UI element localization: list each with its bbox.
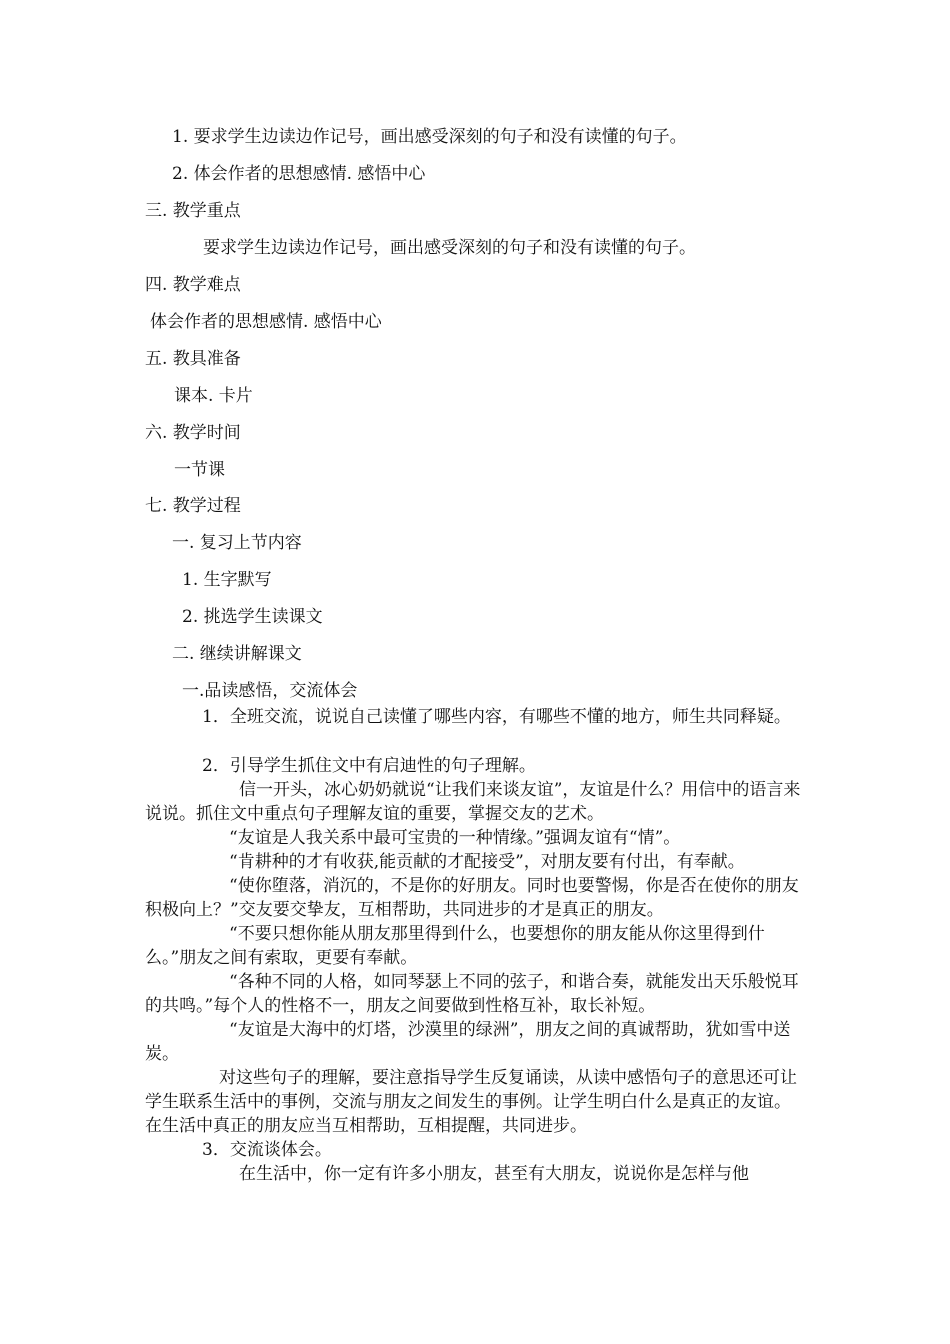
lecture-title: 二. 继续讲解课文 — [172, 644, 302, 664]
paragraph-5: “肯耕种的才有收获,能贡献的才配接受”，对朋友要有付出，有奉献。 — [229, 852, 745, 872]
difficulty-text: 体会作者的思想感情. 感悟中心 — [150, 312, 382, 332]
review-sub-1: 1. 生字默写 — [182, 570, 272, 590]
objective-item-1: 1. 要求学生边读边作记号，画出感受深刻的句子和没有读懂的句子。 — [172, 127, 687, 147]
paragraph-6: “使你堕落，消沉的，不是你的好朋友。同时也要警惕，你是否在使你的朋友积极向上？”交友要交挚友，互相帮助，共同进步的才是真正的朋友。 — [145, 876, 799, 920]
lecture-sub-title: 一.品读感悟，交流体会 — [182, 681, 358, 701]
key-point-heading: 三. 教学重点 — [145, 201, 241, 221]
time-heading: 六. 教学时间 — [145, 423, 241, 443]
paragraph-9: “友谊是大海中的灯塔，沙漠里的绿洲”，朋友之间的真诚帮助，犹如雪中送炭。 — [145, 1020, 791, 1064]
review-title: 一. 复习上节内容 — [172, 533, 302, 553]
difficulty-heading: 四. 教学难点 — [145, 275, 241, 295]
paragraph-4: “友谊是人我关系中最可宝贵的一种情缘。”强调友谊有“情”。 — [229, 828, 681, 848]
objective-item-2: 2. 体会作者的思想感情. 感悟中心 — [172, 164, 426, 184]
paragraph-8: “各种不同的人格，如同琴瑟上不同的弦子，和谐合奏，就能发出天乐般悦耳的共鸣。”每个人的性格不一，朋友之间要做到性格互补，取长补短。 — [145, 972, 799, 1016]
paragraph-10: 对这些句子的理解，要注意指导学生反复诵读，从读中感悟句子的意思还可让学生联系生活中的事例，交流与朋友之间发生的事例。让学生明白什么是真正的友谊。在生活中真正的朋友应当互相帮助，互相提醒，共同进步。 — [145, 1068, 797, 1136]
paragraph-7: “不要只想你能从朋友那里得到什么，也要想你的朋友能从你这里得到什么。”朋友之间有索取，更要有奉献。 — [145, 924, 765, 968]
tools-heading: 五. 教具准备 — [145, 349, 241, 369]
time-text: 一节课 — [174, 460, 225, 480]
tools-text: 课本. 卡片 — [174, 386, 253, 406]
paragraph-11: 3．交流谈体会。 — [202, 1140, 332, 1160]
process-heading: 七. 教学过程 — [145, 496, 241, 516]
paragraph-12: 在生活中，你一定有许多小朋友，甚至有大朋友，说说你是怎样与他 — [239, 1164, 749, 1184]
key-point-text: 要求学生边读边作记号，画出感受深刻的句子和没有读懂的句子。 — [203, 238, 696, 258]
paragraph-3: 信一开头，冰心奶奶就说“让我们来谈友谊”，友谊是什么？用信中的语言来说说。抓住文中重点句子理解友谊的重要，掌握交友的艺术。 — [145, 780, 801, 824]
paragraph-1: 1．全班交流，说说自己读懂了哪些内容，有哪些不懂的地方，师生共同释疑。 — [202, 707, 791, 727]
review-sub-2: 2. 挑选学生读课文 — [182, 607, 323, 627]
paragraph-2: 2．引导学生抓住文中有启迪性的句子理解。 — [202, 756, 536, 776]
